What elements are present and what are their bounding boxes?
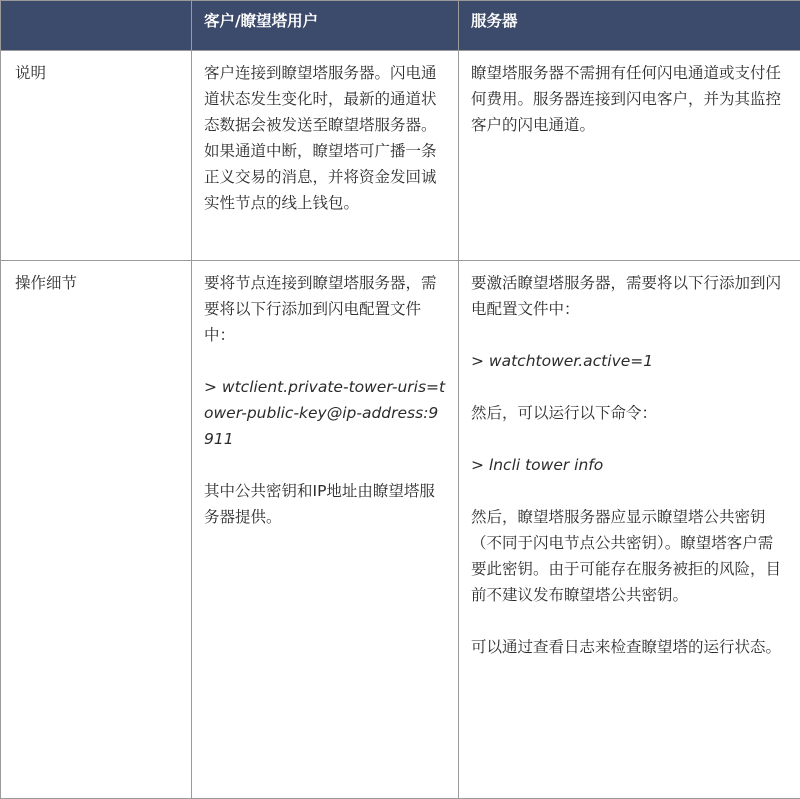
header-empty-cell [1,1,192,51]
operation-server-intro: 要激活瞭望塔服务器，需要将以下行添加到闪电配置文件中： [471,270,788,322]
description-client-cell [192,51,459,261]
header-client: 客户/瞭望塔用户 [192,1,459,51]
operation-client-note: 其中公共密钥和IP地址由瞭望塔服务器提供。 [204,478,446,530]
table-row-description [1,51,800,261]
operation-server-log-note: 可以通过查看日志来检查瞭望塔的运行状态。 [471,634,788,660]
operation-client-config-line: > wtclient.private-tower-uris=tower-public-key@ip-address:9911 [204,374,446,452]
operation-server-result: 然后，瞭望塔服务器应显示瞭望塔公共密钥（不同于闪电节点公共密钥）。瞭望塔客户需要此密钥。由于可能存在服务被拒的风险，目前不建议发布瞭望塔公共密钥。 [471,504,788,608]
description-client-text: 客户连接到瞭望塔服务器。闪电通道状态发生变化时，最新的通道状态数据会被发送至瞭望塔服务器。如果通道中断，瞭望塔可广播一条正义交易的消息，并将资金发回诚实性节点的线上钱包。 [204,60,446,216]
row-label-operation: 操作细节 [1,261,192,799]
operation-client-intro: 要将节点连接到瞭望塔服务器，需要将以下行添加到闪电配置文件中： [204,270,446,348]
description-server-cell [459,51,800,261]
table-row-operation [1,261,800,799]
header-row [1,1,800,51]
operation-server-cell [459,261,800,799]
operation-client-cell [192,261,459,799]
operation-server-command: > lncli tower info [471,452,788,478]
operation-server-then: 然后，可以运行以下命令： [471,400,788,426]
description-server-text: 瞭望塔服务器不需拥有任何闪电通道或支付任何费用。服务器连接到闪电客户，并为其监控客户的闪电通道。 [471,60,788,138]
header-server: 服务器 [459,1,800,51]
operation-server-config-line: > watchtower.active=1 [471,348,788,374]
row-label-description: 说明 [1,51,192,261]
